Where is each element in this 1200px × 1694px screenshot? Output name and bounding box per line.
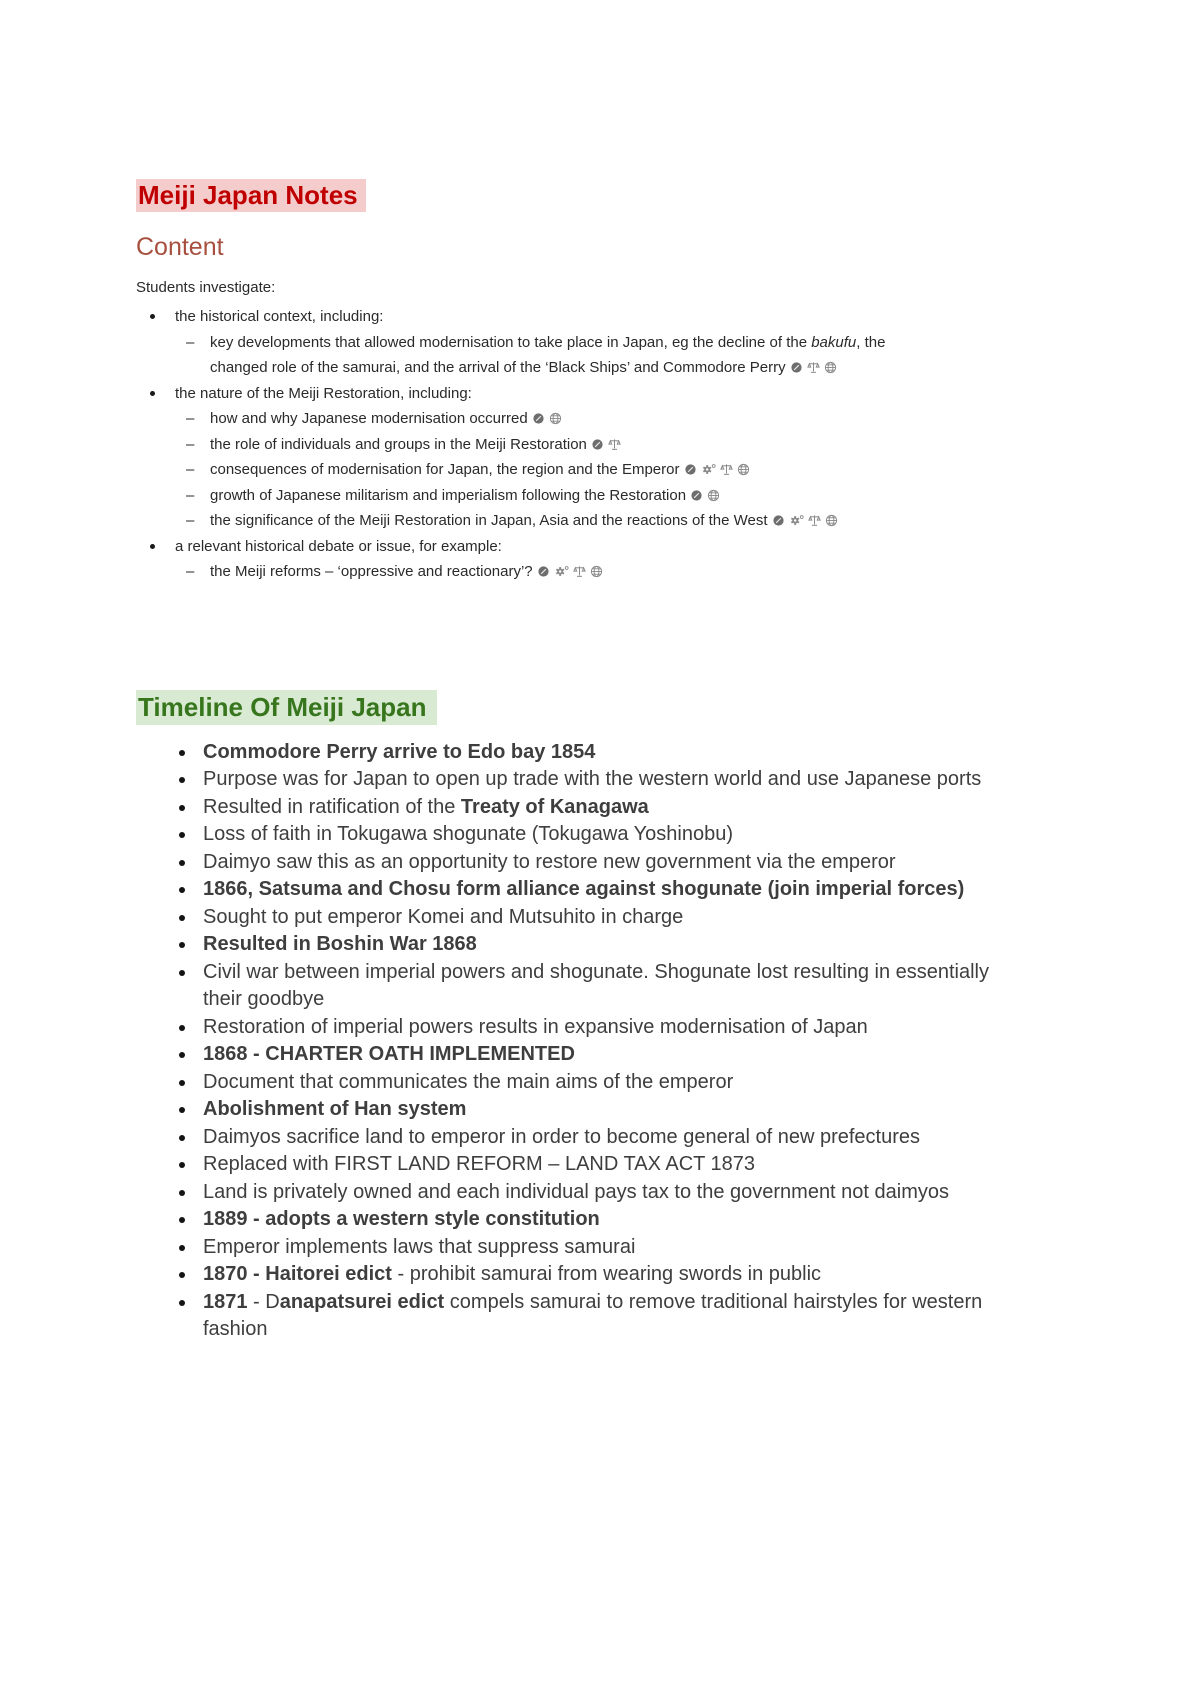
globe-icon xyxy=(825,514,838,527)
text-segment: Treaty of Kanagawa xyxy=(460,795,649,818)
bullet-icon xyxy=(179,887,185,893)
text-segment: Replaced with FIRST LAND REFORM – LAND TAX ACT 1873 xyxy=(203,1153,756,1175)
bullet-icon xyxy=(150,314,155,319)
text-segment: Abolishment of Han system xyxy=(203,1098,467,1120)
bullet-icon xyxy=(179,1190,185,1196)
text-segment: Resulted in ratification of the xyxy=(203,795,461,818)
timeline-item xyxy=(172,794,1017,822)
text-segment: Daimyo saw this as an opportunity to restore new government via the emperor xyxy=(203,850,896,873)
scales-icon xyxy=(720,463,733,476)
bullet-icon xyxy=(179,832,185,838)
timeline-item xyxy=(172,1041,1017,1069)
text-segment: the role of individuals and groups in the Meiji Restoration xyxy=(210,435,587,453)
text-segment: 1866, Satsuma and Chosu form alliance against shogunate (join imperial forces) xyxy=(203,878,965,900)
circle-icon xyxy=(684,463,697,476)
text-segment: anapatsurei edict xyxy=(279,1290,445,1313)
text-segment: 1870 - Haitorei edict xyxy=(203,1263,392,1285)
content-topic-label: the historical context, including: xyxy=(175,308,384,325)
timeline-item xyxy=(172,1234,1017,1262)
text-segment: how and why Japanese modernisation occurred xyxy=(210,410,528,427)
gear-icon xyxy=(554,565,569,578)
text-segment: 1889 - adopts a western style constitution xyxy=(203,1208,600,1230)
bullet-icon xyxy=(179,1217,185,1223)
content-subitem xyxy=(175,559,920,585)
text-segment: Document that communicates the main aims of the emperor xyxy=(203,1070,734,1093)
content-subitem xyxy=(175,330,920,381)
bullet-icon xyxy=(150,391,155,396)
content-topic-label: the nature of the Meiji Restoration, including: xyxy=(175,384,472,402)
dash-bullet-icon: – xyxy=(186,435,195,453)
bullet-icon xyxy=(179,942,185,948)
timeline-item xyxy=(172,904,1017,932)
content-subitem xyxy=(175,483,920,509)
text-segment: consequences of modernisation for Japan, the region and the Emperor xyxy=(210,461,680,478)
content-subitem xyxy=(175,508,920,534)
timeline-item xyxy=(172,1096,1017,1124)
text-segment: Restoration of imperial powers results in expansive modernisation of Japan xyxy=(203,1015,868,1038)
content-list xyxy=(136,304,920,585)
text-segment: Resulted in Boshin War 1868 xyxy=(203,933,477,955)
gear-icon xyxy=(701,463,716,476)
doc-title-highlight: Meiji Japan Notes xyxy=(136,179,366,212)
circle-icon xyxy=(591,438,604,451)
globe-icon xyxy=(590,565,603,578)
bullet-icon xyxy=(179,805,185,811)
circle-icon xyxy=(537,565,550,578)
text-segment: key developments that allowed modernisation to take place in Japan, eg the decline of the xyxy=(210,333,812,351)
text-segment: , the changed role of the samurai, and the arrival of the ‘Black Ships’ and Commodore Perry xyxy=(210,333,886,376)
text-segment: the Meiji reforms – ‘oppressive and reactionary’? xyxy=(210,563,533,580)
timeline-item xyxy=(172,876,1017,904)
dash-bullet-icon: – xyxy=(186,512,195,529)
bullet-icon xyxy=(179,1052,185,1058)
content-topic-label: a relevant historical debate or issue, for example: xyxy=(175,537,502,555)
text-segment: Daimyos sacrifice land to emperor in order to become general of new prefectures xyxy=(203,1125,921,1148)
timeline-heading-highlight: Timeline Of Meiji Japan xyxy=(136,690,437,725)
timeline-item xyxy=(172,766,1017,794)
content-topic xyxy=(136,381,920,534)
timeline-item xyxy=(172,1069,1017,1097)
bullet-icon xyxy=(179,1025,185,1031)
timeline-item xyxy=(172,739,1017,767)
students-investigate-intro: Students investigate: xyxy=(136,279,276,296)
text-segment: Commodore Perry arrive to Edo bay 1854 xyxy=(203,740,596,763)
content-heading: Content xyxy=(136,233,224,261)
timeline-item xyxy=(172,1261,1017,1289)
timeline-item xyxy=(172,1124,1017,1152)
timeline-item xyxy=(172,849,1017,877)
bullet-icon xyxy=(179,1135,185,1141)
timeline-item xyxy=(172,1179,1017,1207)
circle-icon xyxy=(690,489,703,502)
timeline-item xyxy=(172,1014,1017,1042)
text-segment: 1868 - CHARTER OATH IMPLEMENTED xyxy=(203,1043,575,1065)
text-segment: Land is privately owned and each individual pays tax to the government not daimyos xyxy=(203,1180,950,1203)
text-segment: 1871 xyxy=(203,1290,248,1313)
content-subitem xyxy=(175,457,920,483)
globe-icon xyxy=(707,489,720,502)
timeline-item xyxy=(172,931,1017,959)
text-segment: Sought to put emperor Komei and Mutsuhito in charge xyxy=(203,905,684,928)
timeline-heading xyxy=(136,691,1050,723)
dash-bullet-icon: – xyxy=(186,410,195,427)
text-segment: - prohibit samurai from wearing swords in public xyxy=(391,1263,822,1285)
bullet-icon xyxy=(179,860,185,866)
scales-icon xyxy=(608,438,621,451)
globe-icon xyxy=(824,361,837,374)
text-segment: compels samurai to remove traditional hairstyles for western fashion xyxy=(203,1290,983,1340)
globe-icon xyxy=(549,412,562,425)
scales-icon xyxy=(807,361,820,374)
dash-bullet-icon: – xyxy=(186,461,195,478)
content-sublist xyxy=(175,559,920,585)
timeline-item xyxy=(172,1289,1017,1344)
bullet-icon xyxy=(179,1300,185,1306)
bullet-icon xyxy=(179,1080,185,1086)
bullet-icon xyxy=(179,970,185,976)
timeline-item xyxy=(172,821,1017,849)
timeline-item xyxy=(172,1151,1017,1179)
bullet-icon xyxy=(150,544,155,549)
bullet-icon xyxy=(179,777,185,783)
bullet-icon xyxy=(179,750,185,756)
dash-bullet-icon: – xyxy=(186,486,195,504)
bullet-icon xyxy=(179,1162,185,1168)
content-subitem xyxy=(175,432,920,458)
dash-bullet-icon: – xyxy=(186,333,195,351)
content-topic xyxy=(136,304,920,381)
text-segment: Emperor implements laws that suppress samurai xyxy=(203,1235,636,1258)
circle-icon xyxy=(772,514,785,527)
timeline-item xyxy=(172,1206,1017,1234)
text-segment: the significance of the Meiji Restoration in Japan, Asia and the reactions of the West xyxy=(210,512,768,529)
circle-icon xyxy=(790,361,803,374)
text-segment: bakufu xyxy=(811,333,857,351)
bullet-icon xyxy=(179,1245,185,1251)
circle-icon xyxy=(532,412,545,425)
scales-icon xyxy=(573,565,586,578)
content-subitem xyxy=(175,406,920,432)
gear-icon xyxy=(789,514,804,527)
timeline-item xyxy=(172,959,1017,1014)
content-topic xyxy=(136,534,920,585)
text-segment: Loss of faith in Tokugawa shogunate (Tokugawa Yoshinobu) xyxy=(203,823,734,845)
dash-bullet-icon: – xyxy=(186,563,195,580)
content-sublist xyxy=(175,330,920,381)
content-sublist xyxy=(175,406,920,534)
scales-icon xyxy=(808,514,821,527)
bullet-icon xyxy=(179,1107,185,1113)
doc-title xyxy=(136,180,1050,211)
timeline-list xyxy=(172,739,1017,1344)
text-segment: Civil war between imperial powers and shogunate. Shogunate lost resulting in essentially their goodbye xyxy=(203,960,989,1010)
globe-icon xyxy=(737,463,750,476)
bullet-icon xyxy=(179,1272,185,1278)
bullet-icon xyxy=(179,915,185,921)
text-segment: growth of Japanese militarism and imperialism following the Restoration xyxy=(210,486,687,504)
text-segment: - D xyxy=(247,1290,280,1313)
text-segment: Purpose was for Japan to open up trade with the western world and use Japanese ports xyxy=(203,768,982,790)
